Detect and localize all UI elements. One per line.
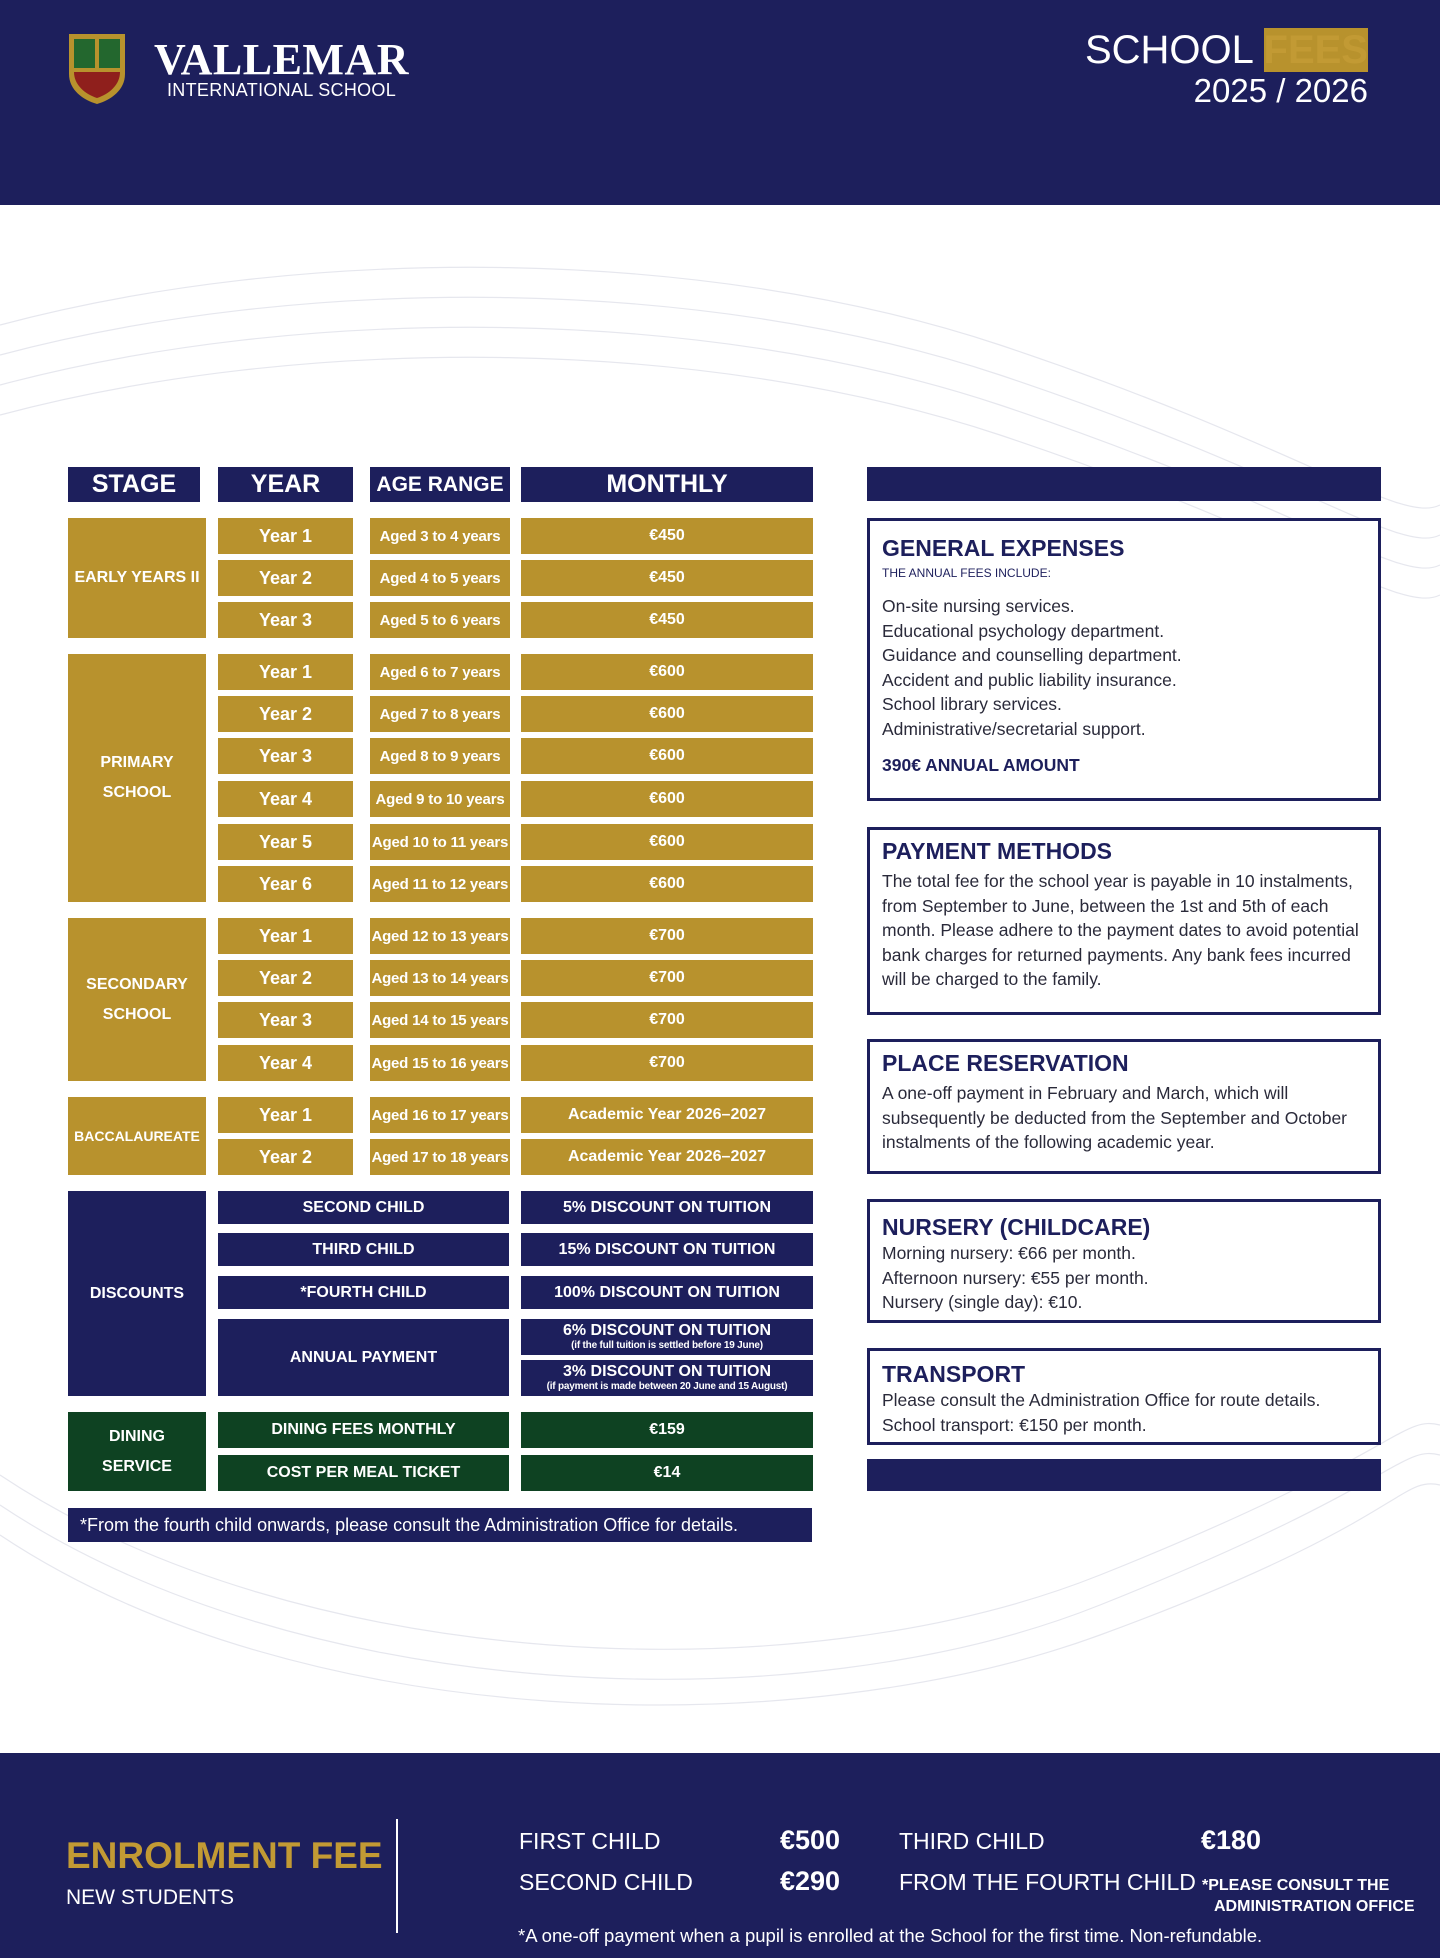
stage-secondary-school: SECONDARY SCHOOL	[68, 918, 206, 1081]
enrolment-first-child-label: FIRST CHILD	[519, 1828, 661, 1854]
discount-annual-payment-label: ANNUAL PAYMENT	[218, 1319, 509, 1396]
row-age-range: Aged 8 to 9 years	[370, 738, 510, 774]
row-year: Year 2	[218, 696, 353, 732]
enrolment-fourth-note-line2: ADMINISTRATION OFFICE	[1214, 1898, 1415, 1915]
meal-ticket-value: €14	[521, 1455, 813, 1491]
meal-ticket-label: COST PER MEAL TICKET	[218, 1455, 509, 1491]
discount-annual-early-value: 6% DISCOUNT ON TUITION	[562, 1322, 771, 1339]
column-header-stage: STAGE	[68, 467, 200, 502]
discount-second-child-label: SECOND CHILD	[218, 1191, 509, 1224]
transport-line: School transport: €150 per month.	[882, 1414, 1147, 1435]
expense-item: On-site nursing services.	[882, 596, 1075, 616]
transport-title: TRANSPORT	[882, 1361, 1026, 1387]
nursery-line: Nursery (single day): €10.	[882, 1292, 1083, 1312]
row-age-range: Aged 10 to 11 years	[370, 824, 510, 860]
stage-early-years: EARLY YEARS II	[68, 518, 206, 638]
row-year: Year 2	[218, 960, 353, 996]
discount-annual-payment-early	[521, 1319, 813, 1355]
row-year: Year 2	[218, 1139, 353, 1175]
document-title	[1085, 28, 1368, 73]
row-age-range: Aged 14 to 15 years	[370, 1002, 510, 1038]
row-age-range: Aged 16 to 17 years	[370, 1097, 510, 1133]
discount-fourth-child-label: *FOURTH CHILD	[218, 1276, 509, 1309]
row-year: Year 1	[218, 918, 353, 954]
row-age-range: Aged 13 to 14 years	[370, 960, 510, 996]
row-age-range: Aged 4 to 5 years	[370, 560, 510, 596]
row-age-range: Aged 12 to 13 years	[370, 918, 510, 954]
stage-baccalaureate: BACCALAUREATE	[68, 1097, 206, 1175]
discount-fourth-child-value: 100% DISCOUNT ON TUITION	[521, 1276, 813, 1309]
dining-fees-monthly-label: DINING FEES MONTHLY	[218, 1412, 509, 1448]
transport-line: Please consult the Administration Office for route details.	[882, 1390, 1321, 1410]
place-reservation-box	[867, 1039, 1381, 1174]
academic-year: 2025 / 2026	[1193, 72, 1368, 109]
enrolment-fee-band	[0, 1753, 1440, 1958]
row-monthly-fee: €600	[521, 738, 813, 774]
row-monthly-fee: €450	[521, 560, 813, 596]
row-age-range: Aged 11 to 12 years	[370, 866, 510, 902]
expense-item: Administrative/secretarial support.	[882, 718, 1146, 739]
discount-third-child-value: 15% DISCOUNT ON TUITION	[521, 1233, 813, 1266]
right-column-top-bar	[867, 467, 1381, 501]
row-age-range: Aged 3 to 4 years	[370, 518, 510, 554]
row-year: Year 5	[218, 824, 353, 860]
stage-discounts: DISCOUNTS	[68, 1191, 206, 1396]
enrolment-third-child-price: €180	[1201, 1825, 1262, 1855]
enrolment-second-child-label: SECOND CHILD	[519, 1869, 693, 1895]
stage-primary-school: PRIMARY SCHOOL	[68, 654, 206, 902]
row-monthly-fee: €700	[521, 960, 813, 996]
row-age-range: Aged 15 to 16 years	[370, 1045, 510, 1081]
enrolment-first-child-price: €500	[780, 1825, 841, 1855]
row-monthly-fee: €700	[521, 1002, 813, 1038]
transport-box	[867, 1348, 1381, 1445]
discount-second-child-value: 5% DISCOUNT ON TUITION	[521, 1191, 813, 1224]
row-year: Year 2	[218, 560, 353, 596]
row-year: Year 3	[218, 602, 353, 638]
row-age-range: Aged 17 to 18 years	[370, 1139, 510, 1175]
general-expenses-subtitle: THE ANNUAL FEES INCLUDE:	[882, 566, 1051, 580]
enrolment-third-child-label: THIRD CHILD	[899, 1828, 1045, 1854]
discount-third-child-label: THIRD CHILD	[218, 1233, 509, 1266]
row-year: Year 1	[218, 1097, 353, 1133]
row-monthly-fee: €600	[521, 654, 813, 690]
row-monthly-fee: Academic Year 2026–2027	[521, 1097, 813, 1133]
enrolment-fee-title: ENROLMENT FEE	[66, 1835, 383, 1876]
row-age-range: Aged 5 to 6 years	[370, 602, 510, 638]
enrolment-fourth-child-note	[1202, 1875, 1415, 1917]
discount-annual-late-value: 3% DISCOUNT ON TUITION	[562, 1363, 771, 1380]
place-reservation-text: A one-off payment in February and March, which will subsequently be deducted from the September and October instalments of the following academic year.	[882, 1083, 1348, 1152]
column-header-age-range: AGE RANGE	[370, 467, 510, 502]
row-age-range: Aged 7 to 8 years	[370, 696, 510, 732]
dining-fees-monthly-value: €159	[521, 1412, 813, 1448]
expense-item: Accident and public liability insurance.	[882, 669, 1177, 690]
nursery-line: Afternoon nursery: €55 per month.	[882, 1267, 1149, 1288]
enrolment-fourth-note-line1: *PLEASE CONSULT THE	[1202, 1877, 1390, 1894]
school-crest-icon	[66, 30, 128, 106]
row-monthly-fee: Academic Year 2026–2027	[521, 1139, 813, 1175]
enrolment-second-child-price: €290	[780, 1866, 841, 1896]
row-age-range: Aged 6 to 7 years	[370, 654, 510, 690]
general-expenses-amount: 390€ ANNUAL AMOUNT	[882, 755, 1080, 775]
discount-annual-late-note: (if payment is made between 20 June and 15 August)	[546, 1381, 788, 1392]
row-year: Year 1	[218, 654, 353, 690]
general-expenses-box	[867, 518, 1381, 801]
discount-annual-payment-late	[521, 1360, 813, 1396]
row-year: Year 1	[218, 518, 353, 554]
discount-annual-early-note: (if the full tuition is settled before 19 June)	[571, 1340, 763, 1351]
row-monthly-fee: €600	[521, 696, 813, 732]
payment-methods-box	[867, 827, 1381, 1015]
row-monthly-fee: €700	[521, 1045, 813, 1081]
column-header-monthly: MONTHLY	[521, 467, 813, 502]
stage-dining-service: DINING SERVICE	[68, 1412, 206, 1491]
enrolment-remark: *A one-off payment when a pupil is enrolled at the School for the first time. Non-refundable.	[518, 1925, 1263, 1946]
row-monthly-fee: €600	[521, 866, 813, 902]
nursery-box	[867, 1199, 1381, 1323]
expense-item: School library services.	[882, 694, 1062, 714]
row-monthly-fee: €600	[521, 781, 813, 817]
payment-methods-title: PAYMENT METHODS	[882, 838, 1113, 864]
expense-item: Guidance and counselling department.	[882, 645, 1182, 665]
row-monthly-fee: €700	[521, 918, 813, 954]
row-monthly-fee: €450	[521, 602, 813, 638]
row-monthly-fee: €600	[521, 824, 813, 860]
row-year: Year 3	[218, 1002, 353, 1038]
row-year: Year 6	[218, 866, 353, 902]
enrolment-fee-subtitle: NEW STUDENTS	[66, 1886, 234, 1909]
footer-divider	[396, 1819, 398, 1933]
table-footnote: *From the fourth child onwards, please consult the Administration Office for details.	[68, 1508, 812, 1542]
page-header	[0, 0, 1440, 205]
right-column-bottom-bar	[867, 1459, 1381, 1491]
row-age-range: Aged 9 to 10 years	[370, 781, 510, 817]
title-word-fees: FEES	[1263, 28, 1368, 72]
expense-item: Educational psychology department.	[882, 620, 1165, 641]
general-expenses-title: GENERAL EXPENSES	[882, 535, 1125, 561]
row-year: Year 3	[218, 738, 353, 774]
row-year: Year 4	[218, 1045, 353, 1081]
brand-name: VALLEMAR	[154, 35, 410, 84]
place-reservation-title: PLACE RESERVATION	[882, 1050, 1129, 1076]
row-monthly-fee: €450	[521, 518, 813, 554]
nursery-line: Morning nursery: €66 per month.	[882, 1243, 1136, 1263]
enrolment-fourth-child-label: FROM THE FOURTH CHILD	[899, 1869, 1196, 1895]
brand-subtitle: INTERNATIONAL SCHOOL	[167, 80, 397, 100]
payment-methods-text: The total fee for the school year is payable in 10 instalments, from September to June, between the 1st and 5th of each month. Please adhere to the payment dates to avoid potential bank charges for returned payments. Any bank fees incurred will be charged to the family.	[882, 871, 1359, 989]
column-header-year: YEAR	[218, 467, 353, 502]
nursery-title: NURSERY (CHILDCARE)	[882, 1214, 1151, 1240]
row-year: Year 4	[218, 781, 353, 817]
title-word-school: SCHOOL	[1084, 28, 1253, 72]
